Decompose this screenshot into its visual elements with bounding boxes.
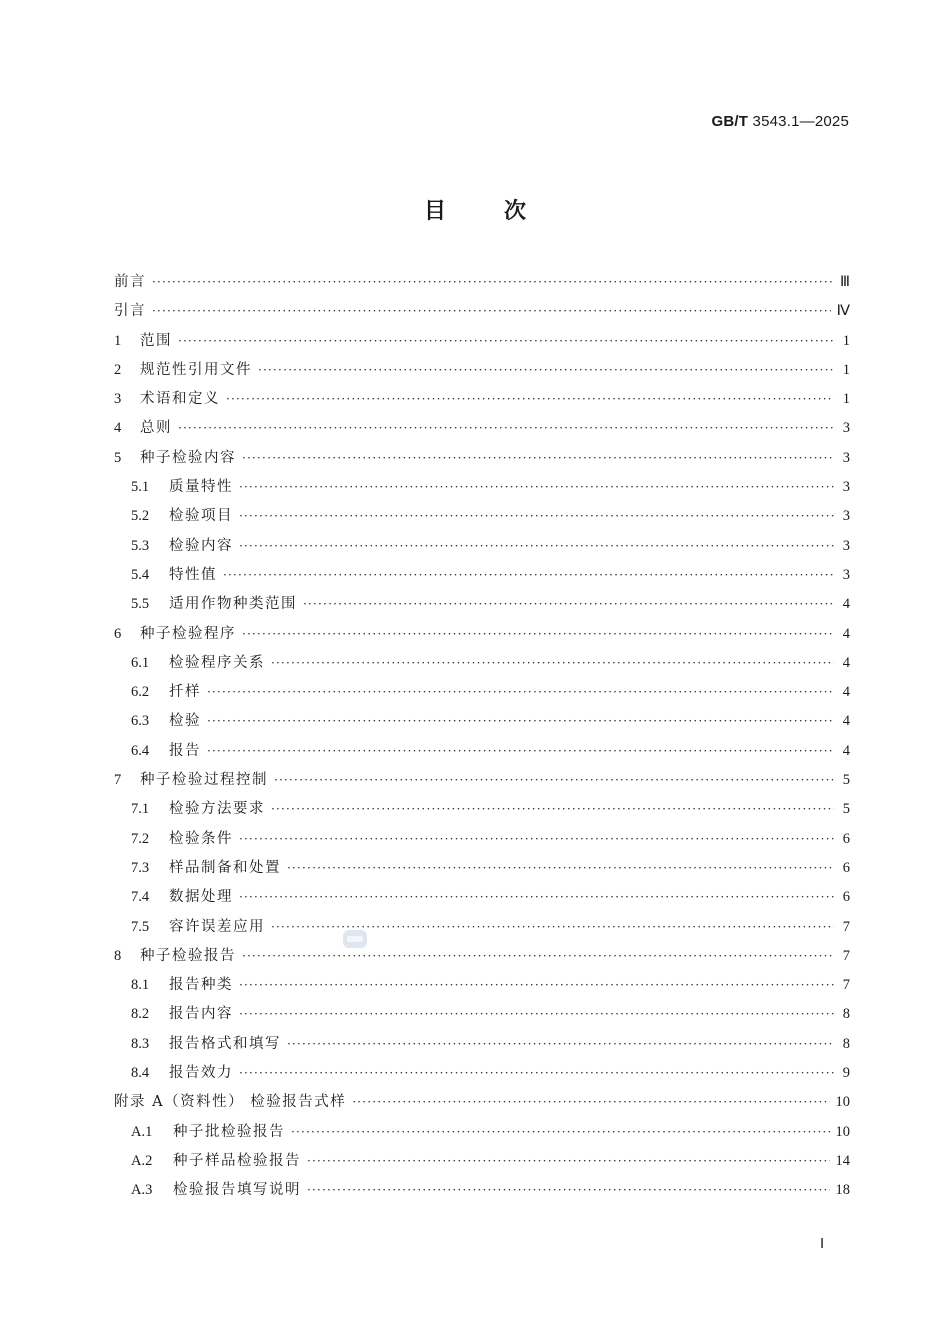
toc-dot-leader — [239, 502, 834, 531]
toc-dot-leader — [303, 590, 834, 619]
toc-entry-page: 8 — [842, 1006, 850, 1023]
toc-entry-label: 检验条件 — [169, 830, 233, 847]
toc-entry-page: 1 — [842, 391, 850, 408]
toc-entry-number: 7.4 — [131, 889, 150, 906]
toc-dot-leader — [178, 414, 834, 443]
toc-entry[interactable] — [114, 913, 850, 942]
toc-entry-number: A.1 — [131, 1123, 153, 1140]
toc-entry-number: A.3 — [131, 1182, 153, 1199]
toc-entry-label: 扦样 — [169, 684, 201, 701]
toc-entry-number: 3 — [114, 391, 122, 408]
toc-entry-page: 6 — [842, 859, 850, 876]
toc-entry-number: 5 — [114, 449, 122, 466]
toc-entry-page: 10 — [835, 1123, 850, 1140]
toc-entry[interactable] — [114, 1118, 850, 1147]
toc-dot-leader — [352, 1088, 829, 1117]
toc-dot-leader — [226, 385, 834, 414]
toc-dot-leader — [287, 854, 834, 883]
toc-entry-label: 报告格式和填写 — [169, 1035, 281, 1052]
toc-entry[interactable] — [114, 385, 850, 414]
toc-entry-label: 容许误差应用 — [169, 918, 265, 935]
toc-entry-label: 样品制备和处置 — [169, 859, 281, 876]
toc-entry-number: 5.1 — [131, 479, 150, 496]
toc-entry-number: 6.2 — [131, 684, 150, 701]
toc-entry[interactable] — [114, 1030, 850, 1059]
toc-dot-leader — [239, 473, 834, 502]
toc-entry-label: 适用作物种类范围 — [169, 596, 297, 613]
page-title: 目次 — [423, 198, 584, 224]
toc-entry-label: 数据处理 — [169, 889, 233, 906]
toc-entry-page: 1 — [842, 332, 850, 349]
standard-code-number: 3543.1—2025 — [752, 113, 849, 130]
toc-entry-label: 总则 — [140, 420, 172, 437]
toc-entry-page: 4 — [842, 713, 850, 730]
toc-entry-page: 4 — [842, 684, 850, 701]
toc-entry-page: 3 — [842, 449, 850, 466]
toc-entry[interactable] — [114, 883, 850, 912]
toc-entry-number: 6 — [114, 625, 122, 642]
toc-entry-label: 种子样品检验报告 — [173, 1152, 301, 1169]
toc-entry-page: 4 — [842, 654, 850, 671]
toc-entry-number: 7.5 — [131, 918, 150, 935]
toc-entry-label: 附录 A（资料性） 检验报告式样 — [114, 1094, 347, 1111]
toc-dot-leader — [307, 1147, 830, 1176]
toc-entry-number: 7.3 — [131, 859, 150, 876]
toc-dot-leader — [239, 825, 834, 854]
toc-dot-leader — [239, 1000, 834, 1029]
toc-entry[interactable] — [114, 942, 850, 971]
toc-entry[interactable] — [114, 795, 850, 824]
toc-entry[interactable] — [114, 737, 850, 766]
standard-code-prefix: GB/T — [711, 113, 749, 130]
toc-dot-leader — [287, 1030, 834, 1059]
toc-entry[interactable] — [114, 1176, 850, 1205]
toc-entry-number: 5.2 — [131, 508, 150, 525]
toc-dot-leader — [242, 444, 834, 473]
toc-dot-leader — [274, 766, 834, 795]
footer-page-number: Ⅰ — [820, 1237, 825, 1252]
toc-dot-leader — [207, 678, 834, 707]
toc-entry-page: 9 — [842, 1065, 850, 1082]
toc-entry-label: 种子检验内容 — [140, 449, 236, 466]
toc-entry-number: A.2 — [131, 1152, 153, 1169]
toc-entry-label: 前言 — [114, 274, 146, 290]
toc-entry-number: 8.2 — [131, 1006, 150, 1023]
toc-entry-number: 7 — [114, 772, 122, 789]
toc-dot-leader — [207, 737, 834, 766]
toc-entry-number: 7.2 — [131, 830, 150, 847]
toc-entry-page: 7 — [842, 977, 850, 994]
toc-dot-leader — [239, 1059, 834, 1088]
toc-entry-label: 检验 — [169, 713, 201, 730]
toc-entry-page: 3 — [842, 537, 850, 554]
toc-dot-leader — [239, 883, 834, 912]
toc-entry[interactable] — [114, 473, 850, 502]
toc-entry-page: 3 — [842, 479, 850, 496]
toc-entry[interactable] — [114, 297, 850, 326]
toc-entry-page: 5 — [842, 772, 850, 789]
toc-dot-leader — [207, 707, 834, 736]
toc-entry[interactable] — [114, 561, 850, 590]
toc-entry[interactable] — [114, 444, 850, 473]
toc-entry[interactable] — [114, 620, 850, 649]
toc-entry-label: 检验报告填写说明 — [173, 1182, 301, 1199]
toc-entry-page: 3 — [842, 566, 850, 583]
toc-entry-label: 规范性引用文件 — [140, 361, 252, 378]
toc-entry-page: 3 — [842, 508, 850, 525]
watermark-logo-icon — [342, 929, 368, 949]
toc-dot-leader — [239, 532, 834, 561]
table-of-contents — [114, 268, 850, 1206]
toc-entry-page: 5 — [842, 801, 850, 818]
toc-dot-leader — [239, 971, 834, 1000]
toc-entry-label: 检验方法要求 — [169, 801, 265, 818]
toc-entry[interactable] — [114, 678, 850, 707]
toc-entry[interactable] — [114, 707, 850, 736]
toc-entry-number: 8.1 — [131, 977, 150, 994]
toc-dot-leader — [242, 620, 834, 649]
toc-entry[interactable] — [114, 268, 850, 297]
toc-entry-page: 6 — [842, 830, 850, 847]
toc-entry-page: 6 — [842, 889, 850, 906]
toc-entry[interactable] — [114, 356, 850, 385]
toc-entry[interactable] — [114, 327, 850, 356]
toc-entry-label: 报告 — [169, 742, 201, 759]
toc-entry-number: 8.3 — [131, 1035, 150, 1052]
toc-entry-number: 6.3 — [131, 713, 150, 730]
toc-entry-page: 8 — [842, 1035, 850, 1052]
toc-entry[interactable] — [114, 502, 850, 531]
toc-dot-leader — [271, 649, 834, 678]
toc-entry-number: 8 — [114, 947, 122, 964]
toc-dot-leader — [152, 297, 831, 326]
toc-entry-page: 7 — [842, 918, 850, 935]
toc-entry[interactable] — [114, 825, 850, 854]
toc-entry-number: 4 — [114, 420, 122, 437]
standard-code — [712, 113, 849, 130]
toc-entry-label: 引言 — [114, 303, 146, 320]
toc-entry-label: 质量特性 — [169, 479, 233, 496]
toc-dot-leader — [242, 942, 834, 971]
toc-entry-label: 报告种类 — [169, 977, 233, 994]
toc-entry-page: 7 — [842, 947, 850, 964]
toc-entry-page: 10 — [835, 1094, 850, 1111]
toc-entry-page: 4 — [842, 742, 850, 759]
toc-dot-leader — [152, 268, 834, 297]
toc-dot-leader — [258, 356, 834, 385]
toc-entry-label: 报告内容 — [169, 1006, 233, 1023]
toc-entry-number: 6.4 — [131, 742, 150, 759]
toc-entry-page: Ⅲ — [840, 274, 850, 290]
toc-entry-label: 特性值 — [169, 566, 217, 583]
toc-entry[interactable] — [114, 590, 850, 619]
toc-dot-leader — [271, 795, 834, 824]
toc-entry-number: 5.5 — [131, 596, 150, 613]
toc-entry[interactable] — [114, 532, 850, 561]
toc-entry-page: 4 — [842, 625, 850, 642]
toc-entry-number: 7.1 — [131, 801, 150, 818]
toc-entry-number: 1 — [114, 332, 122, 349]
toc-entry-label: 检验项目 — [169, 508, 233, 525]
toc-entry-label: 检验内容 — [169, 537, 233, 554]
toc-entry-number: 6.1 — [131, 654, 150, 671]
toc-entry-page: 14 — [835, 1152, 850, 1169]
toc-entry-number: 5.4 — [131, 566, 150, 583]
toc-entry-label: 术语和定义 — [140, 391, 220, 408]
toc-dot-leader — [178, 327, 834, 356]
toc-entry-page: 4 — [842, 596, 850, 613]
toc-entry-number: 2 — [114, 361, 122, 378]
toc-dot-leader — [307, 1176, 830, 1205]
toc-entry[interactable] — [114, 1147, 850, 1176]
toc-entry-page: 1 — [842, 361, 850, 378]
toc-entry[interactable] — [114, 1059, 850, 1088]
toc-entry[interactable] — [114, 1000, 850, 1029]
toc-entry[interactable] — [114, 766, 850, 795]
toc-entry-label: 种子检验过程控制 — [140, 772, 268, 789]
toc-entry[interactable] — [114, 971, 850, 1000]
toc-entry-label: 种子检验程序 — [140, 625, 236, 642]
toc-entry[interactable] — [114, 1088, 850, 1117]
toc-entry-label: 范围 — [140, 332, 172, 349]
toc-dot-leader — [291, 1118, 830, 1147]
toc-entry-page: 3 — [842, 420, 850, 437]
toc-entry-number: 5.3 — [131, 537, 150, 554]
toc-entry[interactable] — [114, 414, 850, 443]
toc-entry-number: 8.4 — [131, 1065, 150, 1082]
toc-entry[interactable] — [114, 854, 850, 883]
toc-entry-label: 报告效力 — [169, 1065, 233, 1082]
toc-entry-label: 种子检验报告 — [140, 947, 236, 964]
toc-dot-leader — [223, 561, 834, 590]
toc-entry-label: 检验程序关系 — [169, 654, 265, 671]
toc-entry[interactable] — [114, 649, 850, 678]
toc-entry-label: 种子批检验报告 — [173, 1123, 285, 1140]
toc-entry-page: Ⅳ — [836, 303, 850, 320]
toc-entry-page: 18 — [835, 1182, 850, 1199]
